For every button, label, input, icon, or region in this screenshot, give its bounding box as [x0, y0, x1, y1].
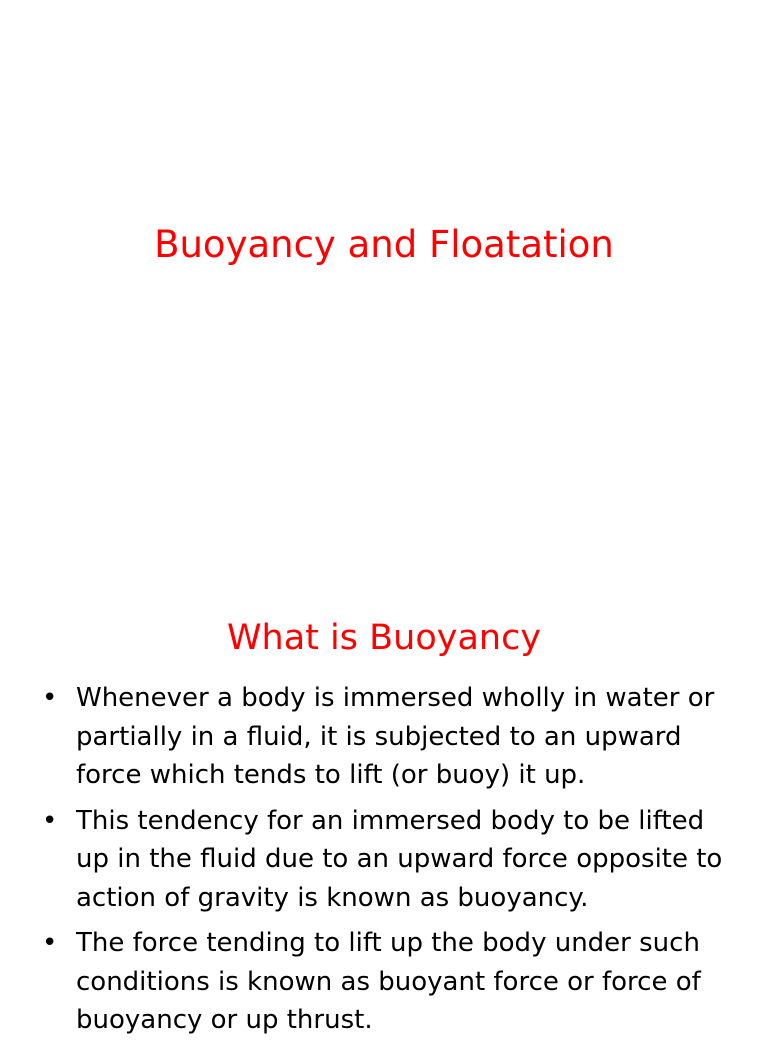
- slide-title: Buoyancy and Floatation: [154, 223, 614, 266]
- bullet-icon: •: [42, 805, 58, 836]
- bullet-item: [40, 924, 730, 1040]
- bullet-item: [40, 679, 730, 795]
- section-heading: What is Buoyancy: [226, 618, 542, 658]
- bullet-text: Whenever a body is immersed wholly in water or partially in a fluid, it is subjected to an upward force which tends to lift (or buoy) it up.: [76, 683, 715, 790]
- bullet-list: [40, 679, 730, 1047]
- bullet-text: The force tending to lift up the body under such conditions is known as buoyant force or force of buoyancy or up thrust.: [76, 928, 701, 1035]
- bullet-item: [40, 802, 730, 918]
- bullet-icon: •: [42, 928, 58, 958]
- bullet-text: This tendency for an immersed body to be lifted up in the fluid due to an upward force opposite to action of gravity is known as buoyancy.: [76, 805, 723, 913]
- bullet-icon: •: [42, 683, 58, 713]
